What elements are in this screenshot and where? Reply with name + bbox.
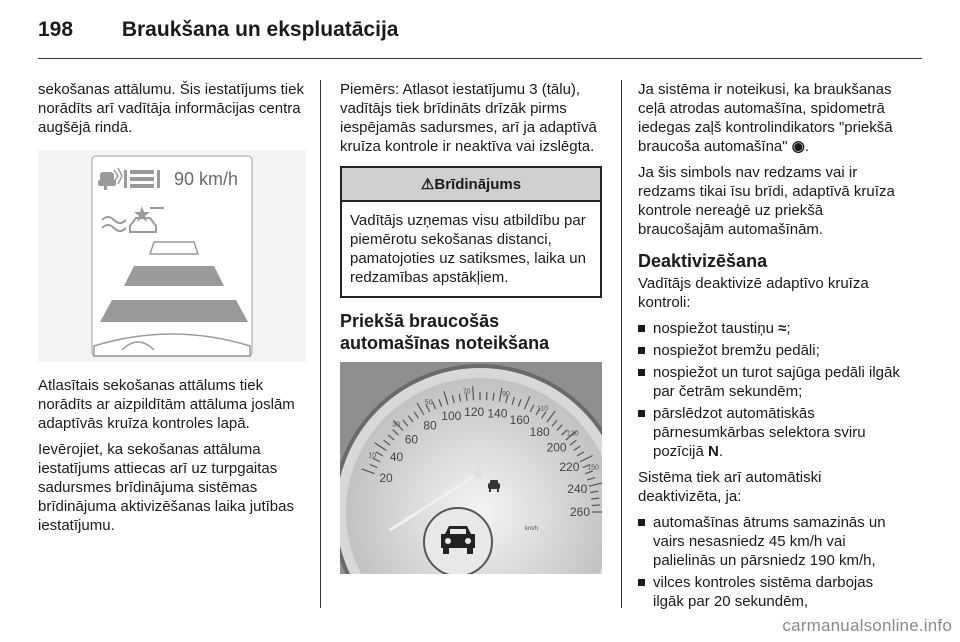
warning-box: [340, 166, 602, 298]
gauge-mph-label: 150: [587, 464, 599, 472]
punctuation: .: [718, 443, 724, 460]
cruise-cancel-icon: ≈: [778, 320, 787, 337]
distance-bar-3: [100, 300, 248, 322]
watermark: carmanualsonline.info: [782, 616, 952, 635]
distance-bar-2: [124, 266, 224, 286]
punctuation: .: [804, 138, 810, 155]
gauge-kmh-label: 40: [389, 450, 404, 464]
list-item: [638, 404, 908, 461]
gauge-mph-label: 10: [368, 452, 377, 460]
gauge-kmh-label: 60: [404, 432, 419, 447]
warning-title: Brīdinājums: [434, 176, 522, 193]
speed-readout: 90 km/h: [174, 169, 239, 189]
gear-position: N: [708, 443, 719, 460]
gauge-kmh-label: 200: [546, 440, 567, 455]
column-divider-1: [320, 80, 321, 608]
distance-bar-1: [150, 242, 198, 254]
list-item: nospiežot un turot sajūga pedāli ilgāk par četrām sekundēm;: [638, 363, 908, 401]
gauge-kmh-label: 220: [559, 460, 580, 475]
gauge-tick: [487, 392, 488, 400]
warning-header: [342, 168, 600, 202]
paragraph-text: Ja sistēma ir noteikusi, ka braukšanas ceļā atrodas automašīna, spidometrā iedegas zaļš kontrolindikators "priekšā braucoša automašīna": [638, 81, 893, 155]
paragraph: Atlasītais sekošanas attālums tiek norādīts ar aizpildītām attāluma joslām adaptīvās kruīza kontroles lapā.: [38, 377, 295, 432]
gauge-tick: [473, 386, 474, 400]
warning-triangle-icon: ⚠: [420, 176, 435, 193]
list-item: vilces kontroles sistēma darbojas ilgāk par 20 sekundēm,: [638, 573, 908, 611]
gauge-kmh-label: 260: [569, 505, 591, 519]
gauge-kmh-label: 160: [509, 413, 530, 428]
warning-body: Vadītājs uzņemas visu atbildību par piemērotu sekošanas distanci, pamatojoties uz satiksmes, laika un redzamības apstākļiem.: [350, 212, 586, 286]
gauge-mph-label: 110: [537, 405, 549, 413]
speedometer-illustration: [340, 362, 602, 574]
gauge-kmh-label: 180: [529, 424, 550, 439]
list-item: nospiežot bremžu pedāli;: [638, 341, 908, 360]
gauge-kmh-label: 120: [464, 405, 485, 420]
chapter-title: Braukšana un ekspluatācija: [121, 18, 399, 41]
paragraph: Ja šis simbols nav redzams vai ir redzams tikai īsu brīdi, adaptīvā kruīza kontrole nereaģē uz priekšā braucošajām automašīnām.: [638, 164, 895, 238]
paragraph: Piemērs: Atlasot iestatījumu 3 (tālu), vadītājs tiek brīdināts drīzāk pirms iespējamās sadursmes, arī ja adaptīvā kruīza kontrole ir neaktīva vai izslēgta.: [340, 81, 597, 155]
gauge-mph-label: 30: [392, 421, 400, 429]
column-divider-2: [621, 80, 622, 608]
gauge-mph-label: 90: [502, 390, 510, 398]
auto-deactivation-list: [638, 513, 908, 611]
deactivation-list: [638, 319, 908, 461]
vehicle-ahead-icon: ◉: [791, 138, 805, 155]
list-item-text: pārslēdzot automātiskās pārnesumkārbas selektora sviru pozīcijā: [653, 405, 866, 460]
column-3: [638, 80, 908, 618]
page-header: [38, 18, 398, 42]
column-2: [340, 80, 602, 574]
list-item: automašīnas ātrums samazinās un vairs nesasniedz 45 km/h vai palielinās un pārsniedz 190 km/h,: [638, 513, 908, 570]
paragraph: sekošanas attālumu. Šis iestatījums tiek norādīts arī vadītāja informācijas centra augšējā rindā.: [38, 81, 304, 136]
paragraph: Sistēma tiek arī automātiski deaktivizēta, ja:: [638, 469, 822, 505]
list-item-text: nospiežot taustiņu: [653, 320, 774, 337]
section-heading: Deaktivizēšana: [638, 251, 768, 271]
gauge-mph-label: 130: [566, 430, 579, 438]
dic-display-illustration: [38, 150, 306, 362]
gauge-kmh-label: 80: [423, 418, 437, 433]
gauge-kmh-label: 240: [567, 481, 588, 496]
dic-display-figure: [38, 150, 306, 362]
section-heading: Priekšā braucošās automašīnas noteikšana: [340, 311, 550, 353]
paragraph: Ievērojiet, ka sekošanas attāluma iestatījums attiecas arī uz turpgaitas sadursmes brīdinājuma sistēmas brīdinājuma aktivizēšanas laika jutības iestatījumu.: [38, 441, 294, 534]
speedometer-figure: [340, 362, 602, 574]
paragraph: [638, 80, 908, 156]
gauge-kmh-label: 20: [379, 470, 393, 485]
gauge-kmh-label: 140: [487, 406, 508, 421]
header-divider: [38, 58, 922, 59]
list-item: [638, 319, 908, 338]
gauge-tick: [592, 505, 600, 506]
page-number: 198: [38, 18, 74, 41]
gauge-mph-label: 70: [462, 388, 471, 396]
paragraph: Vadītājs deaktivizē adaptīvo kruīza kontroli:: [638, 275, 869, 311]
gauge-kmh-label: 100: [441, 409, 462, 424]
punctuation: ;: [786, 320, 791, 337]
gauge-mph-label: 50: [424, 399, 433, 407]
column-1: [38, 80, 306, 542]
gauge-unit: km/h: [525, 526, 539, 532]
